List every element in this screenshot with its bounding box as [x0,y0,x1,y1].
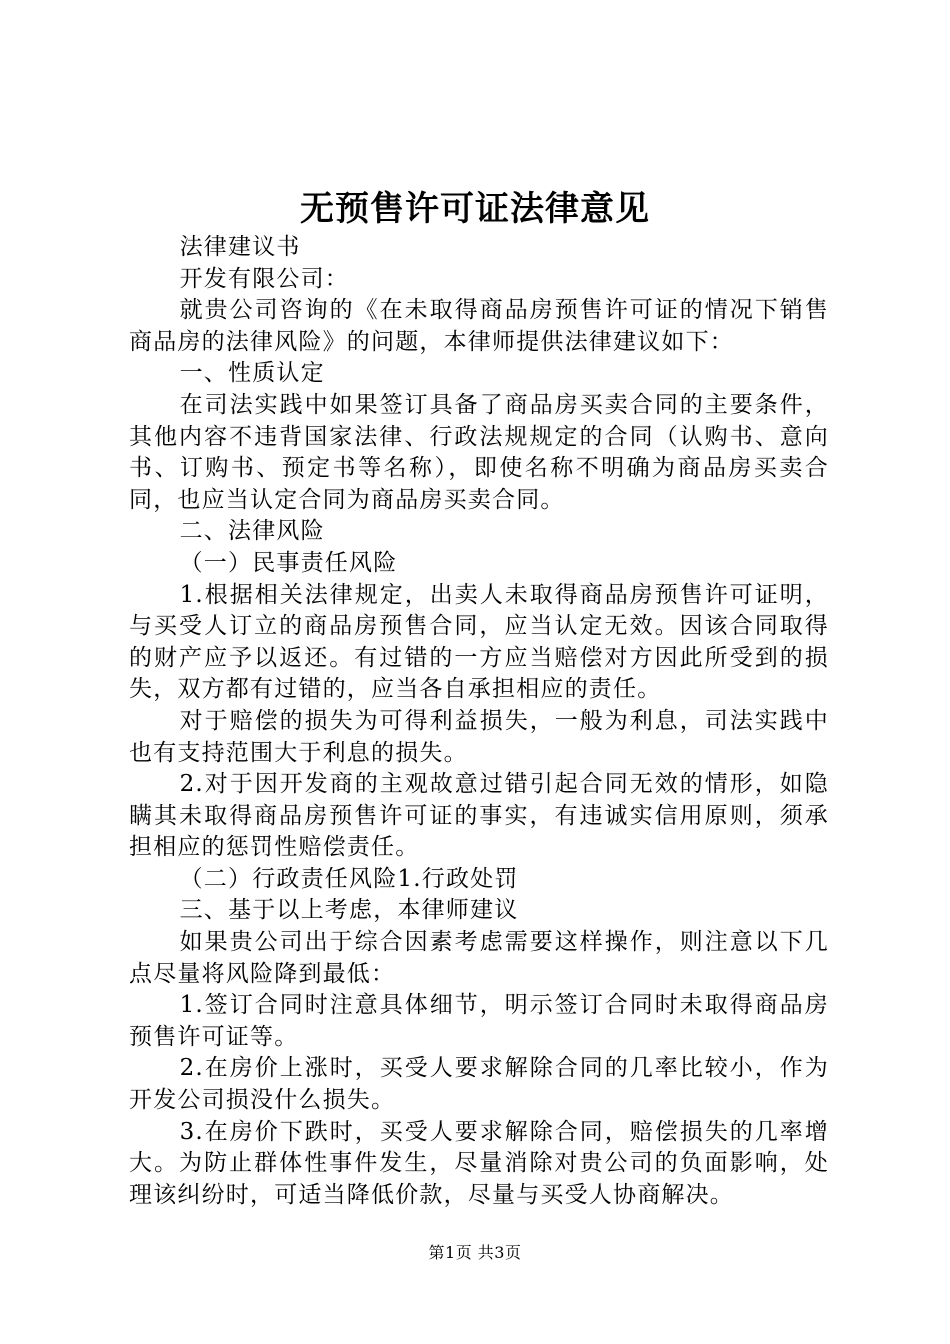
document-body [129,232,829,1211]
paragraph-civil-loss: 对于赔偿的损失为可得利益损失，一般为利息，司法实践中也有支持范围大于利息的损失。 [129,707,829,766]
section-heading-risk: 二、法律风险 [179,518,325,545]
paragraph-advice-3: 3.在房价下跌时，买受人要求解除合同，赔偿损失的几率增大。为防止群体性事件发生，尽量消除对贵公司的负面影响，处理该纠纷时，可适当降低价款，尽量与买受人协商解决。 [129,1118,829,1208]
page-indicator: 第1页 共3页 [428,1243,522,1262]
paragraph-advice-2: 2.在房价上涨时，买受人要求解除合同的几率比较小，作为开发公司损没什么损失。 [129,1055,829,1114]
paragraph-addressee: 开发有限公司： [179,265,349,292]
document-title: 无预售许可证法律意见 [300,189,650,229]
paragraph-intro: 就贵公司咨询的《在未取得商品房预售许可证的情况下销售商品房的法律风险》的问题，本律师提供法律建议如下： [129,297,829,355]
paragraph-civil-1: 1.根据相关法律规定，出卖人未取得商品房预售许可证明，与买受人订立的商品房预售合同，应当认定无效。因该合同取得的财产应予以返还。有过错的一方应当赔偿对方因此所受到的损失，双方都有过错的，应当各自承担相应的责任。 [129,581,829,703]
subsection-heading-civil: （一）民事责任风险 [179,549,398,576]
paragraph-civil-2: 2.对于因开发商的主观故意过错引起合同无效的情形，如隐瞒其未取得商品房预售许可证的事实，有违诚实信用原则，须承担相应的惩罚性赔偿责任。 [129,771,829,861]
paragraph-advice-1: 1.签订合同时注意具体细节，明示签订合同时未取得商品房预售许可证等。 [129,992,829,1050]
paragraph-advice-intro: 如果贵公司出于综合因素考虑需要这样操作，则注意以下几点尽量将风险降到最低： [129,929,829,987]
paragraph-heading-letter: 法律建议书 [179,234,301,260]
section-heading-advice: 三、基于以上考虑，本律师建议 [179,897,519,924]
section-heading-nature: 一、性质认定 [179,360,325,387]
paragraph-nature: 在司法实践中如果签订具备了商品房买卖合同的主要条件，其他内容不违背国家法律、行政法规规定的合同（认购书、意向书、订购书、预定书等名称），即使名称不明确为商品房买卖合同，也应当认定合同为商品房买卖合同。 [129,391,829,513]
subsection-heading-admin: （二）行政责任风险1.行政处罚 [179,865,519,892]
